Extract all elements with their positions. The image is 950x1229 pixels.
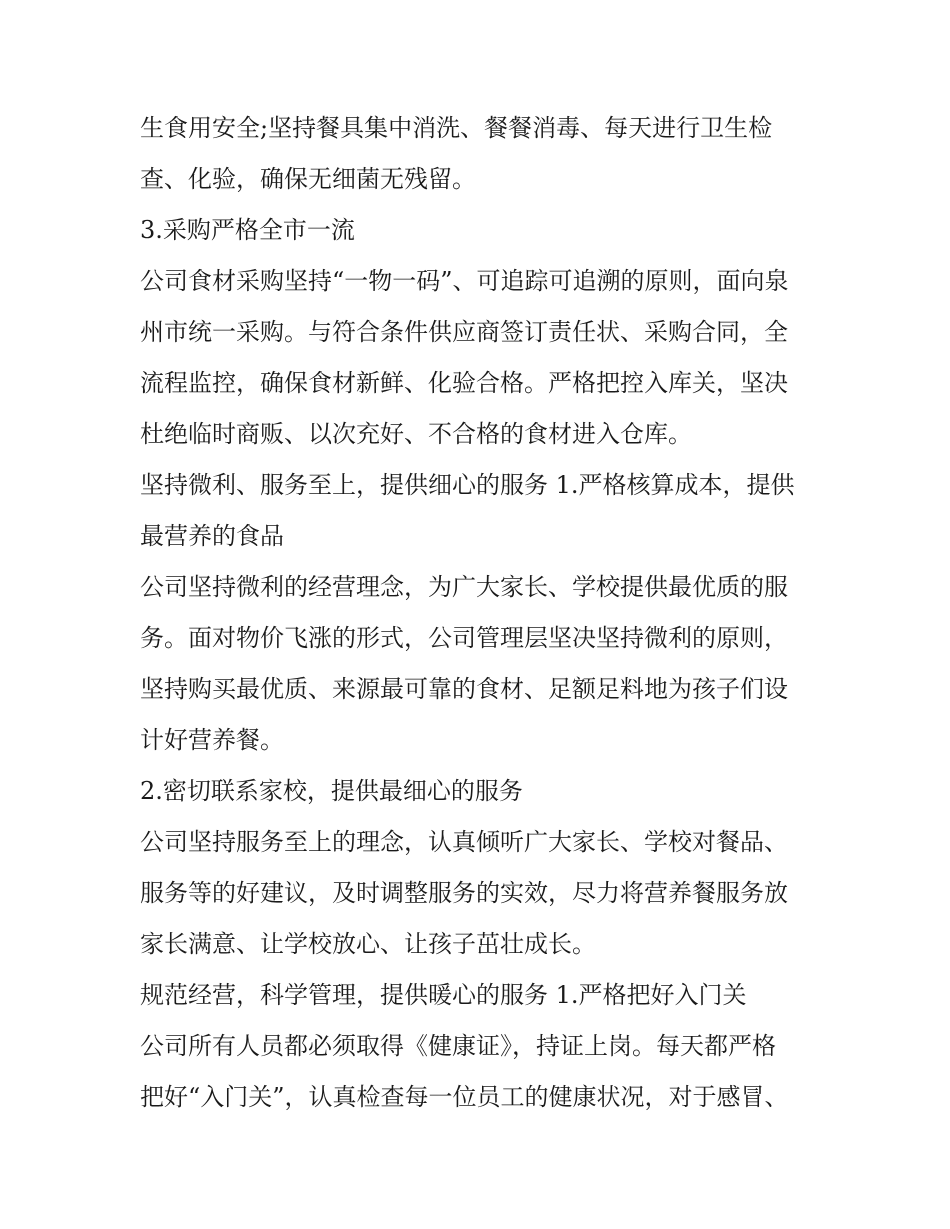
text-line: 公司所有人员都必须取得《健康证》，持证上岗。每天都严格 xyxy=(140,1032,776,1060)
text-line: 公司食材采购坚持“一物一码”、可追踪可追溯的原则，面向泉 xyxy=(140,267,789,295)
section-heading: 3.采购严格全市一流 xyxy=(140,216,355,244)
text-line: 务。面对物价飞涨的形式，公司管理层坚决坚持微利的原则， xyxy=(140,624,788,652)
document-body xyxy=(140,103,820,1123)
text-line: 把好“入门关”，认真检查每一位员工的健康状况，对于感冒、 xyxy=(140,1083,789,1111)
text-line: 家长满意、让学校放心、让孩子茁壮成长。 xyxy=(140,930,596,958)
text-line: 服务等的好建议，及时调整服务的实效，尽力将营养餐服务放 xyxy=(140,879,788,907)
text-line: 坚持购买最优质、来源最可靠的食材、足额足料地为孩子们设 xyxy=(140,675,788,703)
text-line: 公司坚持微利的经营理念，为广大家长、学校提供最优质的服 xyxy=(140,573,788,601)
text-line: 公司坚持服务至上的理念，认真倾听广大家长、学校对餐品、 xyxy=(140,828,788,856)
text-line: 查、化验，确保无细菌无残留。 xyxy=(140,165,476,193)
text-line: 生食用安全;坚持餐具集中消洗、餐餐消毒、每天进行卫生检 xyxy=(140,114,773,142)
text-line: 杜绝临时商贩、以次充好、不合格的食材进入仓库。 xyxy=(140,420,692,448)
text-line: 流程监控，确保食材新鲜、化验合格。严格把控入库关，坚决 xyxy=(140,369,788,397)
text-line: 计好营养餐。 xyxy=(140,726,284,754)
section-heading: 2.密切联系家校，提供最细心的服务 xyxy=(140,777,523,805)
text-line: 州市统一采购。与符合条件供应商签订责任状、采购合同，全 xyxy=(140,318,788,346)
section-heading: 最营养的食品 xyxy=(140,522,284,550)
section-heading: 规范经营，科学管理，提供暖心的服务 1.严格把好入门关 xyxy=(140,981,747,1009)
section-heading: 坚持微利、服务至上，提供细心的服务 1.严格核算成本，提供 xyxy=(140,471,795,499)
